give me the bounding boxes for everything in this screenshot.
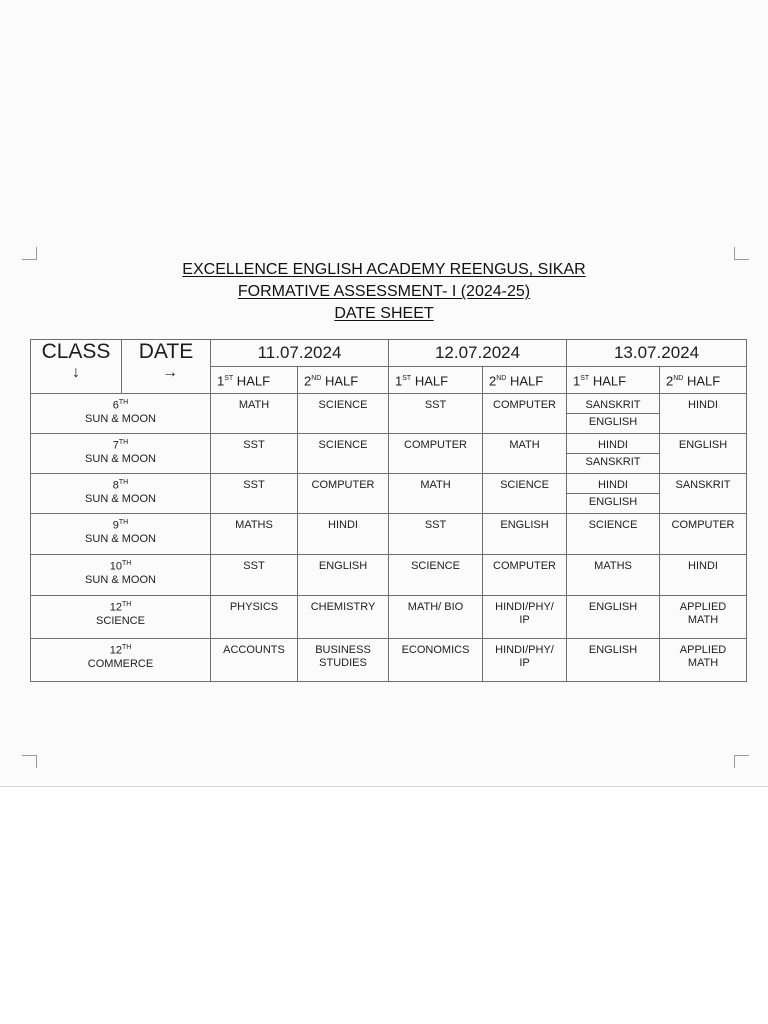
- half-header-cell: [483, 367, 567, 394]
- subject-cell: [389, 514, 483, 555]
- subject-cell: [567, 555, 660, 596]
- date-sheet-title: DATE SHEET: [334, 305, 434, 322]
- half-ordinal: ND: [311, 374, 322, 382]
- subject-cell-split: [567, 394, 660, 434]
- subject-cell: [567, 514, 660, 555]
- class-grade: [31, 641, 210, 658]
- subject-option: ENGLISH: [588, 496, 638, 508]
- subject-cell: [660, 514, 747, 555]
- half-label: HALF: [411, 373, 449, 389]
- table-row: [31, 394, 747, 434]
- date-sheet-table: [30, 339, 747, 682]
- subject-line: SANSKRIT: [675, 479, 731, 491]
- class-section: SUN & MOON: [85, 452, 156, 465]
- subject-line: SST: [243, 439, 265, 451]
- table-row: [31, 434, 747, 474]
- class-grade: [31, 598, 210, 615]
- half-ordinal: ND: [496, 374, 507, 382]
- half-label: HALF: [683, 373, 721, 389]
- subject-line: ENGLISH: [678, 439, 728, 451]
- subject-cell: [389, 639, 483, 682]
- subject-cell: [298, 639, 389, 682]
- subject-cell: [298, 555, 389, 596]
- table-row: [31, 474, 747, 514]
- half-ordinal: ST: [224, 374, 234, 382]
- class-number: 6: [112, 399, 119, 412]
- header-row-dates: [31, 340, 747, 367]
- subject-line: COMPUTER: [493, 560, 556, 572]
- subject-cell: [483, 394, 567, 434]
- subject-cell: [483, 639, 567, 682]
- class-ordinal: TH: [118, 439, 129, 446]
- half-header-cell: [567, 367, 660, 394]
- subject-cell: [298, 596, 389, 639]
- subject-cell: [389, 596, 483, 639]
- half-number: 2: [304, 373, 312, 389]
- subject-line: SST: [243, 479, 265, 491]
- subject-cell: [483, 474, 567, 514]
- subject-line: PHYSICS: [229, 601, 279, 613]
- subject-line: SCIENCE: [411, 560, 460, 572]
- subject-cell: [389, 394, 483, 434]
- arrow-down-icon: ↓: [72, 364, 80, 381]
- class-cell: [31, 474, 211, 514]
- class-section: SUN & MOON: [85, 412, 156, 425]
- date-header-cell: [122, 340, 211, 394]
- subject-cell: [483, 555, 567, 596]
- class-grade: [31, 436, 210, 453]
- subject-line: ENGLISH: [588, 644, 638, 656]
- subject-line: SCIENCE: [318, 439, 368, 451]
- class-ordinal: TH: [118, 399, 129, 406]
- class-number: 9: [112, 519, 119, 532]
- half-number: 2: [666, 373, 674, 389]
- table-row: [31, 555, 747, 596]
- subject-line: ENGLISH: [318, 560, 368, 572]
- class-section: SUN & MOON: [85, 573, 156, 586]
- subject-line: SST: [424, 399, 447, 411]
- half-label: HALF: [589, 373, 627, 389]
- date-cell: 12.07.2024: [389, 340, 567, 367]
- half-label: HALF: [233, 373, 271, 389]
- subject-cell: [298, 474, 389, 514]
- subject-line: MATH: [687, 614, 719, 626]
- class-cell: [31, 639, 211, 682]
- subject-cell: [483, 434, 567, 474]
- subject-line: ENGLISH: [500, 519, 549, 531]
- subject-line: ECONOMICS: [401, 644, 470, 656]
- half-header-cell: [389, 367, 483, 394]
- subject-line: COMPUTER: [493, 399, 556, 411]
- assessment-title: FORMATIVE ASSESSMENT- I (2024-25): [237, 283, 531, 300]
- subject-option: SANSKRIT: [567, 394, 659, 414]
- subject-cell: [660, 434, 747, 474]
- table-row: [31, 514, 747, 555]
- subject-cell: [211, 394, 298, 434]
- subject-cell: [567, 639, 660, 682]
- subject-line: HINDI/PHY/: [495, 601, 554, 613]
- half-number: 2: [489, 373, 497, 389]
- subject-option: SANSKRIT: [585, 456, 641, 468]
- class-number: 10: [109, 560, 122, 573]
- subject-cell: [567, 596, 660, 639]
- class-cell: [31, 394, 211, 434]
- subject-line: HINDI: [688, 399, 718, 411]
- subject-line: HINDI/PHY/: [495, 644, 554, 656]
- date-cell: 13.07.2024: [567, 340, 747, 367]
- subject-line: BUSINESS: [315, 644, 371, 656]
- class-number: 7: [112, 439, 119, 452]
- subject-cell: [660, 596, 747, 639]
- class-number: 12: [109, 601, 122, 614]
- subject-line: CHEMISTRY: [310, 601, 376, 613]
- crop-mark-bottom-right: [734, 755, 749, 768]
- subject-cell: [211, 514, 298, 555]
- class-ordinal: TH: [118, 479, 129, 486]
- arrow-right-icon: →: [162, 364, 178, 381]
- class-section: SCIENCE: [96, 614, 145, 627]
- class-grade: [31, 476, 210, 493]
- subject-option: ENGLISH: [588, 416, 638, 428]
- half-ordinal: ND: [673, 374, 684, 382]
- subject-cell: [660, 394, 747, 434]
- subject-cell: [660, 474, 747, 514]
- class-section: SUN & MOON: [85, 492, 156, 505]
- class-ordinal: TH: [121, 560, 132, 567]
- subject-cell: [483, 514, 567, 555]
- half-number: 1: [395, 373, 403, 389]
- document-heading: [0, 259, 768, 325]
- half-header-cell: [298, 367, 389, 394]
- subject-line: MATHS: [594, 560, 632, 572]
- half-label: HALF: [506, 373, 544, 389]
- subject-line: ENGLISH: [588, 601, 638, 613]
- class-section: COMMERCE: [87, 657, 154, 670]
- subject-line: COMPUTER: [671, 519, 735, 531]
- subject-line: APPLIED: [679, 644, 727, 656]
- table-row: [31, 596, 747, 639]
- subject-cell: [211, 434, 298, 474]
- subject-cell: [389, 434, 483, 474]
- subject-line: COMPUTER: [404, 439, 467, 451]
- background: [0, 787, 768, 1024]
- school-name: EXCELLENCE ENGLISH ACADEMY REENGUS, SIKAR: [182, 261, 586, 278]
- date-header: DATE: [138, 340, 194, 363]
- subject-cell: [298, 514, 389, 555]
- subject-line: SCIENCE: [500, 479, 549, 491]
- subject-line: STUDIES: [319, 657, 367, 669]
- subject-cell: [483, 596, 567, 639]
- class-ordinal: TH: [121, 601, 132, 608]
- crop-mark-bottom-left: [22, 755, 37, 768]
- table-row: [31, 639, 747, 682]
- subject-cell-split: [567, 474, 660, 514]
- class-cell: [31, 434, 211, 474]
- subject-line: HINDI: [328, 519, 358, 531]
- half-number: 1: [573, 373, 581, 389]
- half-ordinal: ST: [580, 374, 590, 382]
- half-number: 1: [217, 373, 225, 389]
- subject-cell: [660, 555, 747, 596]
- subject-line: MATHS: [235, 519, 273, 531]
- half-label: HALF: [321, 373, 359, 389]
- subject-line: SCIENCE: [318, 399, 368, 411]
- subject-line: MATH: [238, 399, 270, 411]
- class-cell: [31, 596, 211, 639]
- class-cell: [31, 555, 211, 596]
- subject-cell: [298, 394, 389, 434]
- class-section: SUN & MOON: [85, 532, 156, 545]
- half-header-cell: [211, 367, 298, 394]
- class-grade: [31, 396, 210, 413]
- subject-cell: [660, 639, 747, 682]
- subject-line: SST: [424, 519, 447, 531]
- subject-line: MATH/ BIO: [407, 601, 464, 613]
- subject-line: APPLIED: [679, 601, 727, 613]
- class-ordinal: TH: [118, 519, 129, 526]
- class-grade: [31, 557, 210, 574]
- subject-option: HINDI: [567, 474, 659, 494]
- subject-cell-split: [567, 434, 660, 474]
- subject-option: HINDI: [567, 434, 659, 454]
- subject-cell: [211, 474, 298, 514]
- class-number: 12: [109, 644, 122, 657]
- class-cell: [31, 514, 211, 555]
- subject-line: MATH: [420, 479, 451, 491]
- class-grade: [31, 516, 210, 533]
- class-number: 8: [112, 479, 119, 492]
- subject-cell: [211, 596, 298, 639]
- subject-cell: [298, 434, 389, 474]
- subject-cell: [389, 555, 483, 596]
- subject-cell: [211, 555, 298, 596]
- subject-line: COMPUTER: [311, 479, 375, 491]
- subject-line: SCIENCE: [588, 519, 638, 531]
- subject-line: SST: [243, 560, 265, 572]
- subject-line: MATH: [687, 657, 719, 669]
- subject-line: IP: [519, 657, 530, 669]
- subject-line: HINDI: [688, 560, 718, 572]
- subject-line: ACCOUNTS: [223, 644, 285, 656]
- class-ordinal: TH: [121, 644, 132, 651]
- half-ordinal: ST: [402, 374, 412, 382]
- subject-cell: [389, 474, 483, 514]
- class-header-cell: [31, 340, 122, 394]
- half-header-cell: [660, 367, 747, 394]
- date-cell: 11.07.2024: [211, 340, 389, 367]
- subject-line: IP: [519, 614, 530, 626]
- class-header: CLASS: [41, 340, 111, 363]
- subject-line: MATH: [509, 439, 540, 451]
- subject-cell: [211, 639, 298, 682]
